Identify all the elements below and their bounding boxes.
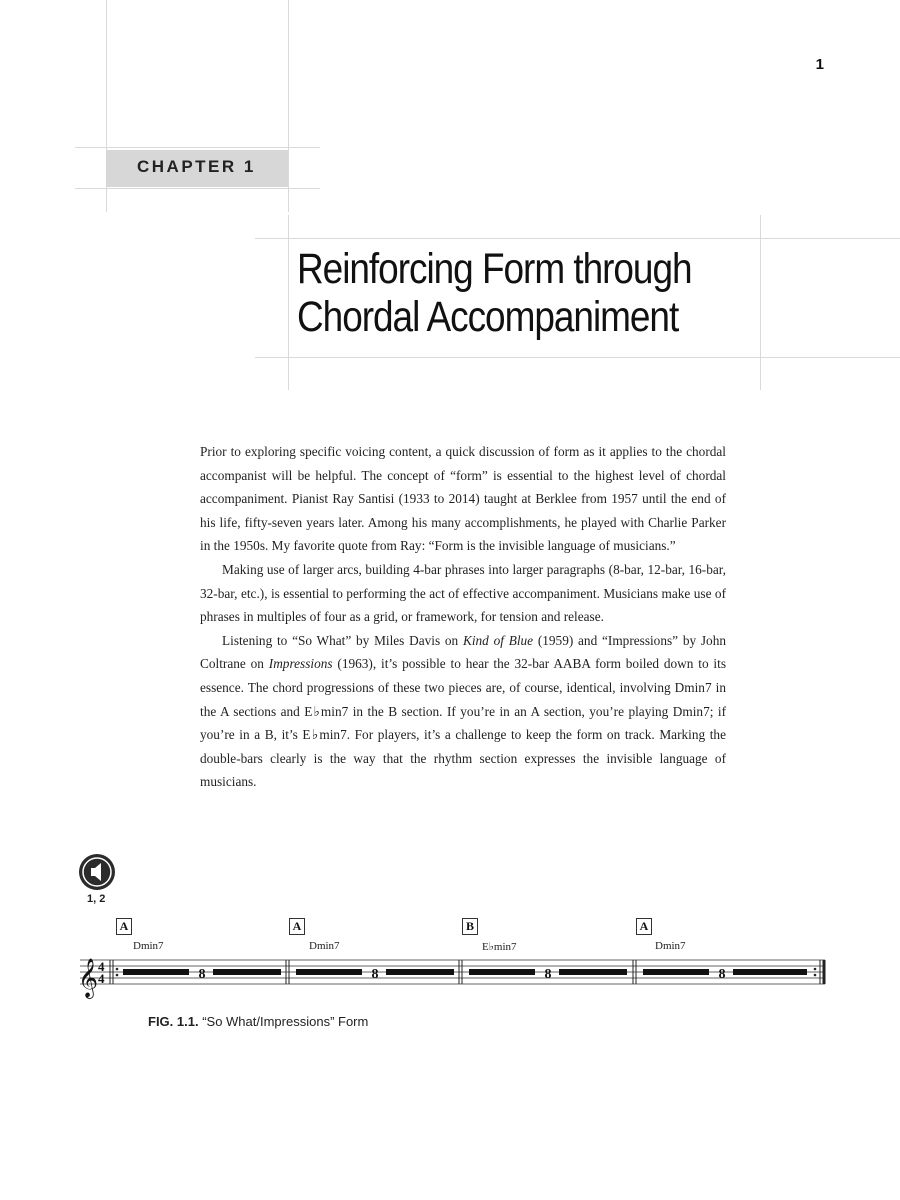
grid-line (75, 147, 320, 148)
grid-line (288, 215, 289, 390)
chapter-title-line: Reinforcing Form through (297, 245, 692, 293)
chord-symbol: Dmin7 (655, 940, 686, 952)
grid-line (255, 238, 900, 239)
lead-sheet (70, 915, 830, 1005)
multi-rest-count: 8 (544, 967, 552, 982)
rehearsal-mark: B (462, 918, 478, 935)
multi-rest-bar (386, 969, 454, 975)
multi-rest-bar (643, 969, 709, 975)
chapter-label: CHAPTER 1 (137, 157, 256, 176)
rehearsal-mark: A (116, 918, 132, 935)
paragraph-text: (1963), it’s possible to hear the 32-bar AABA form boiled down to its essence. The chord progressions of these two pieces are, of course, identical, involving Dmin7 in the A sections and E♭min7 in the B section. If you’re in an A section, you’re playing Dmin7; if you’re in a B, it’s E♭min7. For players, it’s a challenge to keep the form on track. Marking the double-bars clearly is the way that the rhythm section expresses the invisible language of musicians. (200, 656, 726, 790)
audio-track-label: 1, 2 (87, 893, 106, 905)
repeat-dot (814, 974, 817, 977)
grid-line (760, 215, 761, 390)
treble-clef-icon: 𝄞 (78, 958, 99, 998)
album-title: Kind of Blue (462, 632, 534, 648)
grid-line (288, 0, 289, 212)
page-number: 1 (815, 56, 824, 73)
paragraph (200, 629, 726, 794)
time-signature-bottom: 4 (98, 971, 105, 986)
chord-symbol: Dmin7 (133, 940, 164, 952)
multi-rest-bar (559, 969, 627, 975)
multi-rest-bar (733, 969, 807, 975)
multi-rest-bar (296, 969, 362, 975)
staff (70, 915, 830, 1005)
figure-caption-text: “So What/Impressions” Form (198, 1014, 369, 1029)
multi-rest-bar (123, 969, 189, 975)
paragraph-text: (1959) and “Impressions” by John Coltrane on (200, 632, 726, 672)
rehearsal-mark: A (289, 918, 305, 935)
repeat-dot (116, 968, 119, 971)
paragraph: Prior to exploring specific voicing content, a quick discussion of form as it applies to the chordal accompanist will be helpful. The concept of “form” is essential to the highest level of chordal accompaniment. Pianist Ray Santisi (1933 to 2014) taught at Berklee from 1957 until the end of his life, fifty-seven years later. Among his many accomplishments, he played with Charlie Parker in the 1950s. My favorite quote from Ray: “Form is the invisible language of musicians.” (200, 444, 726, 554)
chapter-title (297, 245, 727, 341)
paragraph: Making use of larger arcs, building 4-bar phrases into larger paragraphs (8-bar, 12-bar, 16-bar, 32-bar, etc.), is essential to performing the act of effective accompaniment. Musicians make use of phrases in multiples of four as a grid, or framework, for tension and release. (200, 561, 726, 625)
repeat-dot (814, 968, 817, 971)
paragraph-text: Listening to “So What” by Miles Davis on (222, 632, 463, 648)
grid-line (75, 188, 320, 189)
multi-rest-bar (469, 969, 535, 975)
chord-symbol: Dmin7 (309, 940, 340, 952)
repeat-dot (116, 974, 119, 977)
figure-number: FIG. 1.1. (148, 1014, 199, 1029)
multi-rest-bar (213, 969, 281, 975)
rehearsal-mark: A (636, 918, 652, 935)
chapter-title-line: Chordal Accompaniment (297, 293, 679, 341)
multi-rest-count: 8 (198, 967, 206, 982)
body-text (200, 440, 726, 794)
grid-line (255, 357, 900, 358)
multi-rest-count: 8 (718, 967, 726, 982)
figure-caption (148, 1014, 368, 1029)
speaker-icon[interactable] (79, 854, 115, 890)
time-signature-top: 4 (98, 959, 105, 974)
chord-symbol: E♭min7 (482, 941, 517, 953)
multi-rest-count: 8 (371, 967, 379, 982)
album-title: Impressions (268, 656, 333, 672)
